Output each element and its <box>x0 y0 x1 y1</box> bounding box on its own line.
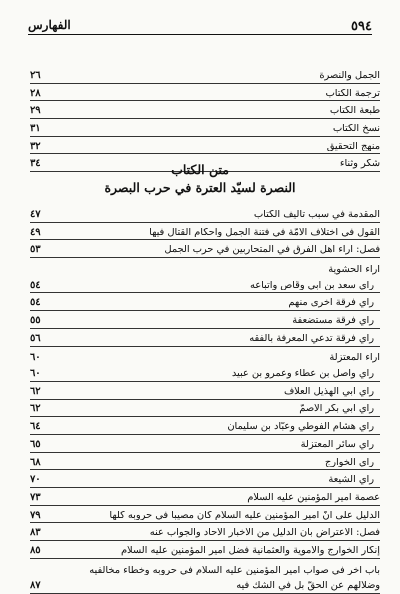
page-header <box>28 12 372 35</box>
main-toc-entry-page: ٨٣ <box>30 527 41 539</box>
main-toc-entry-title: رأي فرقة مستضعفة <box>292 316 374 326</box>
main-toc-entry <box>30 364 380 382</box>
section-title: متن الكتاب <box>171 162 229 177</box>
intro-toc-entry-page: ٢٦ <box>30 69 41 81</box>
main-toc-entry-page: ٦٢ <box>30 403 41 415</box>
main-toc-entry-title: إنكار الخوارج والأموية والعثمانية فضل أمير المؤمنين عليه السلام <box>120 545 380 556</box>
intro-toc-entry-title: طبعة الكتاب <box>329 106 380 117</box>
main-toc-entry <box>30 382 380 400</box>
main-toc-entry <box>30 417 380 435</box>
main-toc-entry-page: ٧٩ <box>30 509 41 521</box>
main-toc-entry <box>30 258 380 276</box>
main-toc-entry-title: رأي هشام الفوطي وعبّاد بن سليمان <box>227 422 374 432</box>
main-toc-entry-page: ٦٢ <box>30 385 41 397</box>
intro-toc-entry-title: نسخ الكتاب <box>332 123 380 134</box>
intro-toc-entry-title: ترجمة الكتاب <box>325 88 380 99</box>
main-toc-entry-title: القول في اختلاف الأمّة في فتنة الجمل وأحكام القتال فيها <box>149 227 380 238</box>
main-toc-entry-page: ٦٨ <box>30 456 41 468</box>
main-toc-entry-title: رأي الخوارج <box>324 457 374 468</box>
main-toc-entry <box>30 488 380 506</box>
main-toc-entry <box>30 453 380 471</box>
main-toc-entry-title: رأي سعد بن أبي وقّاص وأتباعه <box>249 280 374 291</box>
main-toc-entry-title: آراء المعتزلة <box>329 353 380 364</box>
main-toc-entry-title: رأي فرقة أخرى منهم <box>288 298 374 309</box>
main-toc-entry <box>30 541 380 559</box>
main-toc-entry <box>30 205 380 223</box>
main-toc-entry-title: رأي سائر المعتزلة <box>300 439 374 450</box>
main-toc-entry-page: ٤٧ <box>30 208 41 220</box>
intro-toc-entry-page: ٢٩ <box>30 105 41 117</box>
section-subtitle: النصرة لسيّد العترة في حرب البصرة <box>104 180 296 195</box>
main-toc-entry <box>30 223 380 241</box>
main-toc-entry-title: رأي أبي بكر الأصمّ <box>299 404 374 415</box>
main-toc-entry <box>30 470 380 488</box>
main-toc-entry <box>30 240 380 258</box>
intro-toc-entry-title: منهج التحقيق <box>326 141 380 152</box>
intro-toc-entry-title: شكر وثناء <box>339 159 380 170</box>
main-toc-entry-page: ٥٤ <box>30 279 41 291</box>
intro-toc-entry <box>30 101 380 119</box>
main-toc-entry-page: ٥٣ <box>30 244 41 256</box>
main-toc-entry-title: عصمة أمير المؤمنين عليه السلام <box>247 492 380 503</box>
intro-toc-entry <box>30 119 380 137</box>
main-toc-entry-title: رأي أبي الهذيل العلّاف <box>283 386 374 397</box>
main-toc-entry-page: ٦٥ <box>30 438 41 450</box>
main-toc-entry-page: ٥٥ <box>30 315 41 327</box>
main-toc-entry-title: رأي واصل بن عطاء وعمرو بن عبيد <box>231 369 374 379</box>
main-toc-entry <box>30 329 380 347</box>
main-toc-entry-title: باب آخر في صواب أمير المؤمنين عليه السلام في حروبه وخطاء مخالفيه <box>89 565 380 576</box>
intro-toc-entry-page: ٣١ <box>30 122 41 134</box>
main-toc-entry <box>30 400 380 418</box>
main-toc-entry-title: رأي الشيعة <box>328 475 374 485</box>
main-toc-entry-title: فصل: الاعتراض بأن الدليل من الأخبار الآحاد والجواب عنه <box>149 528 380 539</box>
main-toc-entry-page: ٧٠ <box>30 474 41 486</box>
main-toc-entry-title: الدليل على أنّ أمير المؤمنين عليه السلام كان مصيباً في حروبه كلّها <box>109 510 380 521</box>
main-toc-entry-page: ٦٠ <box>30 352 41 364</box>
intro-toc-entry-page: ٢٨ <box>30 87 41 99</box>
intro-toc <box>30 66 380 172</box>
intro-toc-entry-title: الجمل والنصرة <box>319 70 380 81</box>
main-toc-entry-page: ٨٥ <box>30 544 41 556</box>
main-toc-entry <box>30 293 380 311</box>
main-toc-entry <box>30 311 380 329</box>
main-toc-entry-title: المقدمة في سبب تأليف الكتاب <box>253 209 380 220</box>
main-toc-entry-title: آراء الحشوية <box>328 264 380 275</box>
main-toc-entry <box>30 559 380 577</box>
main-toc-entry-page: ٥٦ <box>30 332 41 344</box>
main-toc-entry <box>30 506 380 524</box>
main-toc-entry-title: وضلالهم عن الحقّ بل في الشكّ فيه <box>236 581 380 592</box>
main-toc <box>30 205 380 594</box>
main-toc-entry-page: ٧٣ <box>30 491 41 503</box>
main-toc-entry <box>30 576 380 594</box>
main-toc-entry-page: ٦٤ <box>30 421 41 433</box>
main-toc-entry <box>30 347 380 365</box>
intro-toc-entry-page: ٣٤ <box>30 158 41 170</box>
main-toc-entry <box>30 276 380 294</box>
running-title: الفهارس <box>28 18 71 32</box>
main-toc-entry-title: رأي فرقة تدعي المعرفة بالفقه <box>249 333 374 344</box>
main-toc-entry-title: فصل: آراء أهل الفرق في المتحاربين في حرب الجمل <box>164 245 380 256</box>
main-toc-entry <box>30 523 380 541</box>
main-toc-entry-page: ٥٤ <box>30 297 41 309</box>
page-number: ٥٩٤ <box>351 19 372 34</box>
intro-toc-entry <box>30 84 380 102</box>
main-toc-entry-page: ٨٧ <box>30 580 41 592</box>
intro-toc-entry <box>30 137 380 155</box>
main-toc-entry <box>30 435 380 453</box>
main-toc-entry-page: ٦٠ <box>30 368 41 380</box>
main-toc-entry-page: ٤٩ <box>30 226 41 238</box>
intro-toc-entry-page: ٣٢ <box>30 140 41 152</box>
intro-toc-entry <box>30 66 380 84</box>
